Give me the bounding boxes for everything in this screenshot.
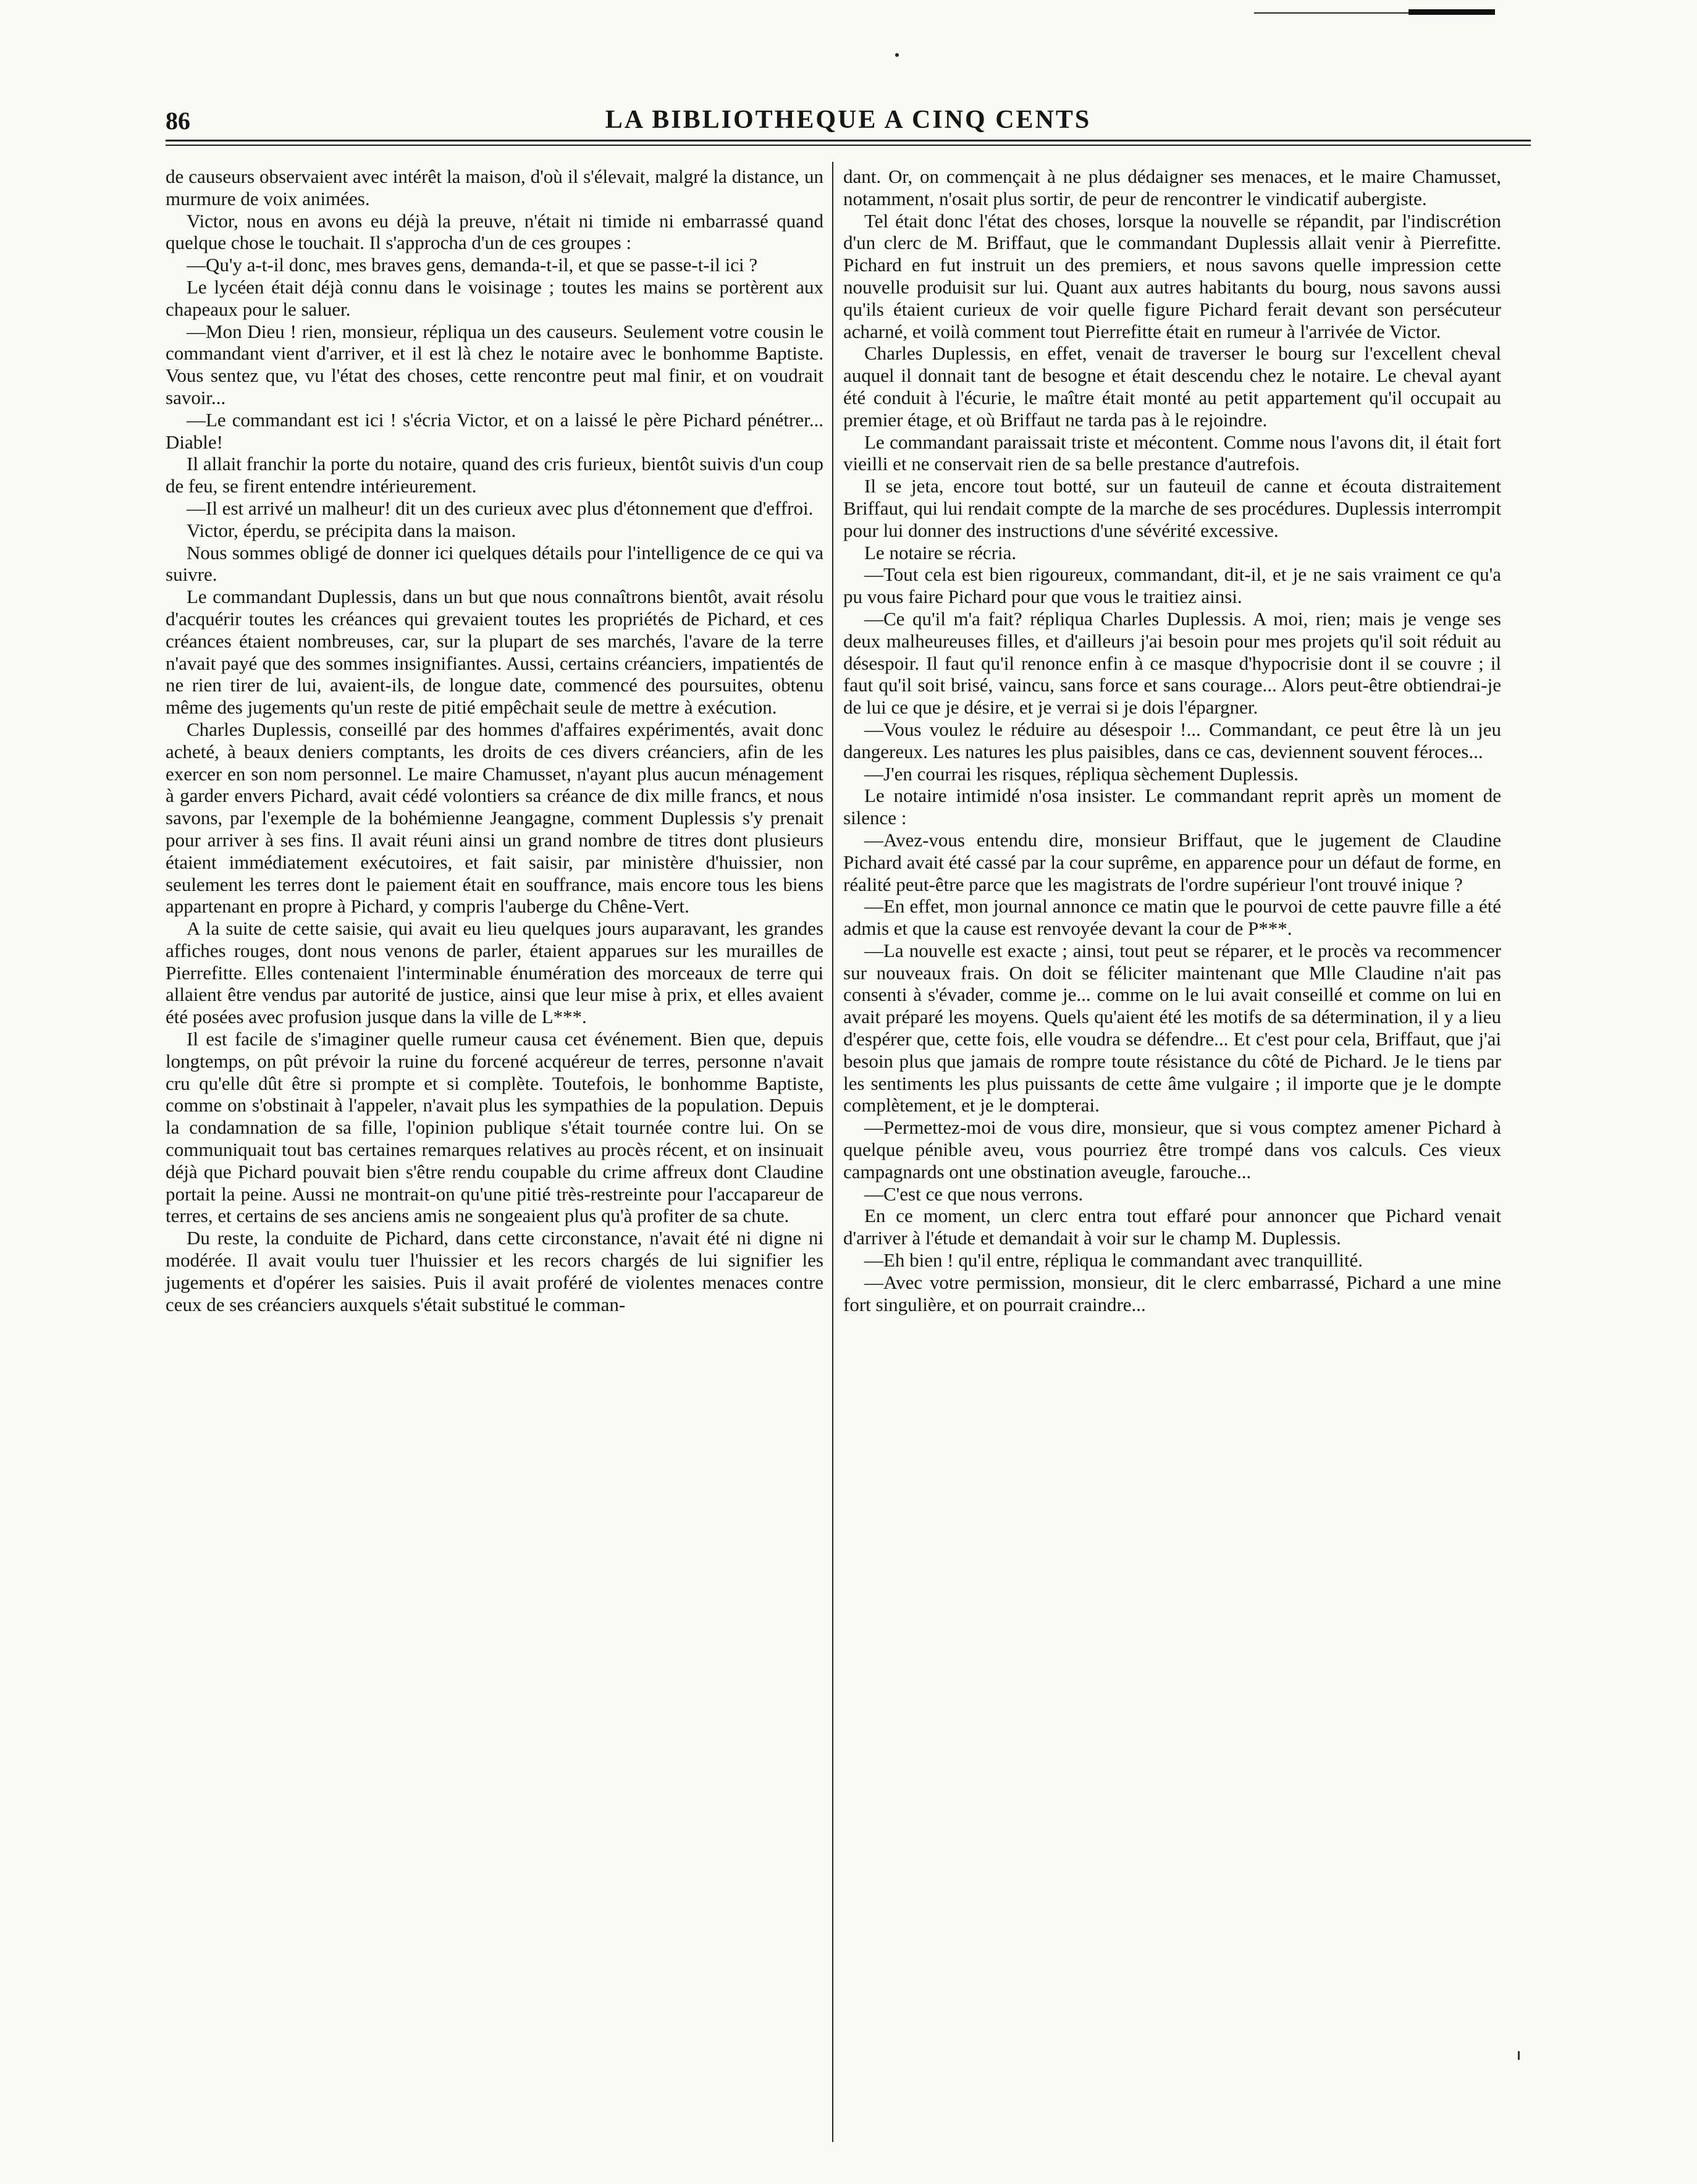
paragraph: Le commandant paraissait triste et mécontent. Comme nous l'avons dit, il était fort vieilli et ne conservait rien de sa belle prestance d'autrefois. — [843, 431, 1501, 475]
paragraph: Victor, nous en avons eu déjà la preuve, n'était ni timide ni embarrassé quand quelque chose le touchait. Il s'approcha d'un de ces groupes : — [166, 209, 823, 254]
paragraph: Le notaire intimidé n'osa insister. Le commandant reprit après un moment de silence : — [843, 785, 1501, 829]
paragraph: Il se jeta, encore tout botté, sur un fauteuil de canne et écouta distraitement Briffaut, qui lui rendait compte de la marche de ses procédures. Duplessis interrompit pour lui donner des instructions d'une sévérité excessive. — [843, 475, 1501, 541]
header-rule-bottom — [166, 145, 1531, 146]
paragraph: —La nouvelle est exacte ; ainsi, tout peut se réparer, et le procès va recommencer sur nouveaux frais. On doit se féliciter maintenant que Mlle Claudine n'ait pas consenti à s'évader, comme je... comme on le lui avait conseillé et comme on lui en avait préparé les moyens. Quels qu'aient été les motifs de sa détermination, il y a lieu d'espérer que, cette fois, elle voudra se défendre... Et c'est pour cela, Briffaut, que j'ai besoin plus que jamais de rompre toute résistance du côté de Pichard. Je le tiens par les sentiments les plus puissants de cette âme vulgaire ; il importe que je le dompte complètement, et je le dompterai. — [843, 939, 1501, 1116]
paragraph: —Le commandant est ici ! s'écria Victor, et on a laissé le père Pichard pénétrer... Diable! — [166, 408, 823, 453]
right-column — [843, 166, 1501, 1315]
paragraph: A la suite de cette saisie, qui avait eu lieu quelques jours auparavant, les grandes affiches rouges, dont nous venons de parler, étaient apparues sur les murailles de Pierrefitte. Elles contenaient l'interminable énumération des morceaux de terre qui allaient être vendus par autorité de justice, ainsi que leur mise à prix, et elles avaient été posées avec profusion jusque dans la ville de L***. — [166, 917, 823, 1028]
top-edge-dot — [895, 53, 899, 57]
paragraph: Le commandant Duplessis, dans un but que nous connaîtrons bientôt, avait résolu d'acquérir toutes les créances qui grevaient toutes les propriétés de Pichard, et ces créances étaient nombreuses, car, sur la plupart de ses marchés, l'avare de la terre n'avait payé que des sommes insignifiantes. Aussi, certains créanciers, impatientés de ne rien tirer de lui, avaient-ils, de longue date, commencé des poursuites, obtenu même des jugements qu'un reste de pitié empêchait seule de mettre à exécution. — [166, 586, 823, 719]
paragraph: —Avec votre permission, monsieur, dit le clerc embarrassé, Pichard a une mine fort singulière, et on pourrait craindre... — [843, 1271, 1501, 1315]
paragraph: —Mon Dieu ! rien, monsieur, répliqua un des causeurs. Seulement votre cousin le commandant vient d'arriver, et il est là chez le notaire avec le bonhomme Baptiste. Vous sentez que, vu l'état des choses, cette rencontre peut mal finir, et on voudrait savoir... — [166, 320, 823, 408]
paragraph: Charles Duplessis, en effet, venait de traverser le bourg sur l'excellent cheval auquel il donnait tant de besogne et était descendu chez le notaire. Le cheval ayant été conduit à l'écurie, le maître était monté au petit appartement qu'il occupait au premier étage, et où Briffaut ne tarda pas à le rejoindre. — [843, 342, 1501, 431]
paragraph: Le lycéen était déjà connu dans le voisinage ; toutes les mains se portèrent aux chapeaux pour le saluer. — [166, 276, 823, 320]
paragraph: —Eh bien ! qu'il entre, répliqua le commandant avec tranquillité. — [864, 1249, 1363, 1271]
header-rule-top — [166, 140, 1531, 141]
paragraph: Victor, éperdu, se précipita dans la maison. — [187, 519, 516, 541]
page-number: 86 — [166, 107, 190, 135]
paragraph: —Ce qu'il m'a fait? répliqua Charles Duplessis. A moi, rien; mais je venge ses deux malheureuses filles, et d'ailleurs j'ai besoin pour mes projets qu'il soit réduit au désespoir. Il faut qu'il renonce enfin à ce masque d'hypocrisie dont il se couvre ; il faut qu'il soit brisé, vaincu, sans force et sans courage... Alors peut-être obtiendrai-je de lui ce que je désire, et je verrai si je dois l'épargner. — [843, 607, 1501, 719]
paragraph: Du reste, la conduite de Pichard, dans cette circonstance, n'avait été ni digne ni modérée. Il avait voulu tuer l'huissier et les recors chargés de lui signifier les jugements et d'opérer les saisies. Puis il avait proféré de violentes menaces contre ceux de ses créanciers auxquels s'était substitué le comman- — [166, 1227, 823, 1315]
paragraph: dant. Or, on commençait à ne plus dédaigner ses menaces, et le maire Chamusset, notamment, n'osait plus sortir, de peur de rencontrer le vindicatif aubergiste. — [843, 166, 1501, 209]
paragraph: —En effet, mon journal annonce ce matin que le pourvoi de cette pauvre fille a été admis et que la cause est renvoyée devant la cour de P***. — [843, 895, 1501, 940]
margin-mark — [1518, 2051, 1520, 2060]
paragraph: de causeurs observaient avec intérêt la maison, d'où il s'élevait, malgré la distance, un murmure de voix animées. — [166, 166, 823, 209]
paragraph: —Vous voulez le réduire au désespoir !... Commandant, ce peut être là un jeu dangereux. Les natures les plus paisibles, dans ce cas, deviennent souvent féroces... — [843, 718, 1501, 762]
paragraph: —Avez-vous entendu dire, monsieur Briffaut, que le jugement de Claudine Pichard avait été cassé par la cour suprême, en apparence pour un défaut de forme, en réalité peut-être parce que les magistrats de l'ordre supérieur l'ont trouvé inique ? — [843, 828, 1501, 895]
paragraph: Nous sommes obligé de donner ici quelques détails pour l'intelligence de ce qui va suivre. — [166, 541, 823, 586]
paragraph: —Qu'y a-t-il donc, mes braves gens, demanda-t-il, et que se passe-t-il ici ? — [187, 254, 758, 276]
paragraph: —Il est arrivé un malheur! dit un des curieux avec plus d'étonnement que d'effroi. — [187, 497, 814, 519]
paragraph: Il allait franchir la porte du notaire, quand des cris furieux, bientôt suivis d'un coup de feu, se firent entendre intérieurement. — [166, 453, 823, 497]
paragraph: —Permettez-moi de vous dire, monsieur, que si vous comptez amener Pichard à quelque pénible aveu, vous pourriez être trompé dans vos calculs. Ces vieux campagnards ont une obstination aveugle, farouche... — [843, 1116, 1501, 1183]
paragraph: —C'est ce que nous verrons. — [864, 1183, 1084, 1205]
paragraph: En ce moment, un clerc entra tout effaré pour annoncer que Pichard venait d'arriver à l'étude et demandait à voir sur le champ M. Duplessis. — [843, 1205, 1501, 1249]
top-edge-dash — [1254, 9, 1495, 15]
paragraph: Le notaire se récria. — [864, 541, 1017, 563]
paragraph: Tel était donc l'état des choses, lorsque la nouvelle se répandit, par l'indiscrétion d'un clerc de M. Briffaut, que le commandant Duplessis allait venir à Pierrefitte. Pichard en fut instruit un des premiers, et nous savons quelle impression cette nouvelle produisit sur lui. Quant aux autres habitants du bourg, nous savons aussi qu'ils étaient curieux de voir quelle figure Pichard ferait devant son persécuteur acharné, et voilà comment tout Pierrefitte était en rumeur à l'arrivée de Victor. — [843, 209, 1501, 342]
paragraph: Charles Duplessis, conseillé par des hommes d'affaires expérimentés, avait donc acheté, à beaux deniers comptants, les droits de ces divers créanciers, afin de les exercer en son nom personnel. Le maire Chamusset, n'ayant plus aucun ménagement à garder envers Pichard, avait cédé volontiers sa créance de dix mille francs, et nous savons, par l'exemple de la bohémienne Jeangagne, comment Duplessis s'y prenait pour arriver à ses fins. Il avait réuni ainsi un grand nombre de titres dont plusieurs étaient immédiatement exécutoires, et fait saisir, par ministère d'huissier, non seulement les terres dont le paiement était en souffrance, mais encore tous les biens appartenant en propre à Pichard, y compris l'auberge du Chêne-Vert. — [166, 718, 823, 917]
left-column — [166, 166, 823, 1315]
column-divider — [832, 162, 833, 2142]
running-title: LA BIBLIOTHEQUE A CINQ CENTS — [605, 106, 1092, 134]
paragraph: —J'en courrai les risques, répliqua sèchement Duplessis. — [864, 762, 1299, 785]
top-edge-dash-thick — [1409, 9, 1495, 15]
paragraph: Il est facile de s'imaginer quelle rumeur causa cet événement. Bien que, depuis longtemps, on pût prévoir la ruine du forcené acquéreur de terres, personne n'avait cru qu'elle dût être si prompte et si complète. Toutefois, le bonhomme Baptiste, comme on s'obstinait à l'appeler, n'avait plus les sympathies de la population. Depuis la condamnation de sa fille, l'opinion publique s'était tournée contre lui. On se communiquait tout bas certaines remarques relatives au procès récent, et on insinuait déjà que Pichard pouvait bien s'être rendu coupable du crime affreux dont Claudine portait la peine. Aussi ne montrait-on qu'une pitié très-restreinte pour l'accapareur de terres, et certains de ses anciens amis ne songeaient plus qu'à profiter de sa chute. — [166, 1028, 823, 1227]
paragraph: —Tout cela est bien rigoureux, commandant, dit-il, et je ne sais vraiment ce qu'a pu vous faire Pichard pour que vous le traitiez ainsi. — [843, 563, 1501, 608]
page-header — [166, 103, 1531, 140]
